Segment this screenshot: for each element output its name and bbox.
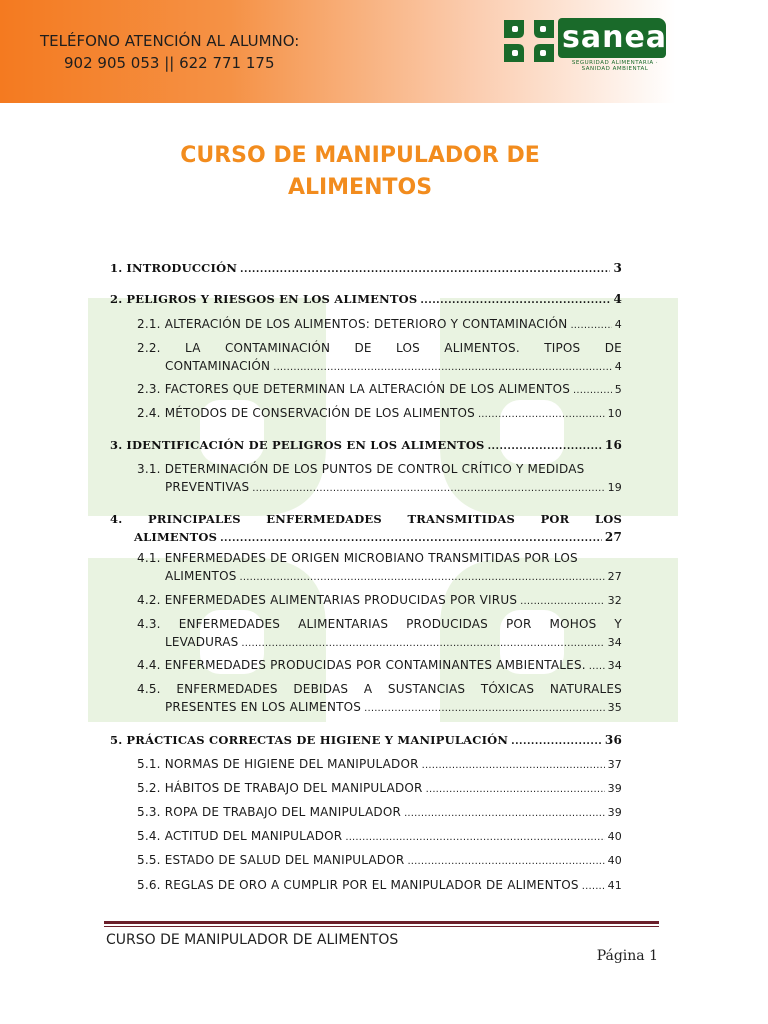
- toc-page: 39: [607, 782, 622, 795]
- toc-word: ALIMENTOS.: [444, 341, 520, 355]
- toc-leader: [241, 633, 604, 653]
- toc-leader: [240, 567, 605, 587]
- toc-title: REGLAS DE ORO A CUMPLIR POR EL MANIPULADOR DE ALIMENTOS: [164, 878, 579, 892]
- toc-word: TIPOS: [544, 341, 581, 355]
- phone-label: TELÉFONO ATENCIÓN AL ALUMNO:: [40, 32, 300, 50]
- toc-word: POR: [505, 617, 532, 631]
- toc-leader: [252, 478, 604, 498]
- toc-number: 5.2.: [137, 781, 161, 795]
- toc-leader: [582, 876, 605, 896]
- toc-entry-peligros[interactable]: [110, 290, 622, 308]
- toc-entry-enfermedades[interactable]: [110, 510, 622, 546]
- toc-title: MÉTODOS DE CONSERVACIÓN DE LOS ALIMENTOS: [164, 406, 475, 420]
- toc-number: 1.: [110, 261, 123, 275]
- toc-word: DE: [354, 341, 372, 355]
- toc-title: LEVADURAS: [165, 635, 239, 649]
- title-line-1: CURSO DE MANIPULADOR DE: [180, 143, 540, 168]
- toc-number: 4.: [110, 512, 123, 526]
- toc-leader: [426, 779, 605, 799]
- toc-leader: [407, 851, 604, 871]
- toc-number: 5.: [110, 733, 123, 747]
- phone-contact: [40, 30, 299, 74]
- toc-word: SUSTANCIAS: [387, 682, 466, 696]
- toc-number: 5.1.: [137, 757, 161, 771]
- toc-title: ALIMENTOS: [165, 569, 237, 583]
- toc-number: 5.6.: [137, 878, 161, 892]
- toc-word: PRODUCIDAS: [406, 617, 488, 631]
- toc-number: 2.1.: [137, 317, 161, 331]
- toc-page: 10: [607, 407, 622, 420]
- toc-page: 35: [607, 701, 622, 714]
- toc-leader: [364, 698, 604, 718]
- toc-entry-introduccion[interactable]: [110, 259, 622, 277]
- toc-entry-5-6[interactable]: [137, 876, 622, 894]
- toc-page: 4: [614, 318, 622, 331]
- toc-page: 41: [607, 879, 622, 892]
- toc-justified-line: [137, 615, 622, 633]
- header-band: [0, 0, 768, 103]
- toc-title: ALIMENTOS: [134, 530, 218, 544]
- toc-title: ESTADO DE SALUD DEL MANIPULADOR: [164, 853, 405, 867]
- toc-page: 5: [614, 383, 622, 396]
- toc-number: 4.3.: [137, 617, 161, 631]
- logo-tagline: SEGURIDAD ALIMENTARIA · SANIDAD AMBIENTAL: [571, 60, 659, 72]
- toc-leader: [422, 755, 605, 775]
- toc-number: 2.3.: [137, 382, 161, 396]
- toc-title: DETERMINACIÓN DE LOS PUNTOS DE CONTROL CRÍTICO Y MEDIDAS: [164, 462, 585, 476]
- toc-title: ACTITUD DEL MANIPULADOR: [164, 829, 343, 843]
- toc-number: 2.2.: [137, 341, 161, 355]
- toc-page: 37: [607, 758, 622, 771]
- toc-page: 40: [607, 854, 622, 867]
- toc-justified-line: [110, 510, 622, 528]
- footer-title: CURSO DE MANIPULADOR DE ALIMENTOS: [106, 932, 399, 948]
- logo-mark-icon: [500, 16, 558, 66]
- toc-leader: [570, 315, 611, 335]
- toc-leader: [478, 404, 605, 424]
- toc-title: PELIGROS Y RIESGOS EN LOS ALIMENTOS: [126, 292, 418, 306]
- toc-number: 2.: [110, 292, 123, 306]
- toc-number: 2.4.: [137, 406, 161, 420]
- toc-title: FACTORES QUE DETERMINAN LA ALTERACIÓN DE LOS ALIMENTOS: [164, 382, 571, 396]
- toc-entry-5-1[interactable]: [137, 755, 622, 773]
- toc-entry-5-2[interactable]: [137, 779, 622, 797]
- toc-entry-4-2[interactable]: [137, 591, 622, 609]
- toc-number: 4.2.: [137, 593, 161, 607]
- logo-wordmark: sanea: [562, 20, 668, 55]
- toc-number: 5.4.: [137, 829, 161, 843]
- toc-page: 27: [607, 570, 622, 583]
- toc-page: 27: [604, 530, 622, 544]
- toc-title: ENFERMEDADES DE ORIGEN MICROBIANO TRANSMITIDAS POR LOS: [164, 551, 578, 565]
- toc-page: 4: [613, 292, 622, 306]
- toc-title: IDENTIFICACIÓN DE PELIGROS EN LOS ALIMENTOS: [126, 438, 485, 452]
- toc-word: LOS: [396, 341, 420, 355]
- toc-entry-2-3[interactable]: [137, 380, 622, 398]
- toc-word: ENFERMEDADES: [178, 617, 281, 631]
- toc-leader: [520, 591, 604, 611]
- toc-entry-4-5[interactable]: [137, 680, 622, 716]
- toc-page: 16: [604, 438, 622, 452]
- toc-leader: [488, 436, 602, 456]
- toc-leader: [345, 827, 604, 847]
- toc-word: TRANSMITIDAS: [407, 512, 515, 526]
- toc-title: CONTAMINACIÓN: [165, 359, 271, 373]
- toc-word: Y: [614, 617, 622, 631]
- toc-title: HÁBITOS DE TRABAJO DEL MANIPULADOR: [164, 781, 423, 795]
- toc-entry-practicas[interactable]: [110, 731, 622, 749]
- toc-title: PRESENTES EN LOS ALIMENTOS: [165, 700, 362, 714]
- toc-page: 32: [607, 594, 622, 607]
- toc-entry-5-4[interactable]: [137, 827, 622, 845]
- footer-divider-thin: [104, 926, 659, 927]
- toc-title: NORMAS DE HIGIENE DEL MANIPULADOR: [164, 757, 419, 771]
- toc-number: 5.3.: [137, 805, 161, 819]
- toc-entry-3-1[interactable]: [137, 460, 622, 496]
- toc-word: MOHOS: [549, 617, 597, 631]
- toc-justified-line: [137, 680, 622, 698]
- toc-page: 19: [607, 481, 622, 494]
- toc-leader: [240, 259, 610, 279]
- toc-number: 5.5.: [137, 853, 161, 867]
- toc-page: 34: [607, 636, 622, 649]
- toc-entry-4-3[interactable]: [137, 615, 622, 651]
- toc-page: 34: [607, 659, 622, 672]
- toc-word: DEBIDAS: [293, 682, 349, 696]
- toc-page: 39: [607, 806, 622, 819]
- toc-entry-2-1[interactable]: [137, 315, 622, 333]
- toc-entry-2-4[interactable]: [137, 404, 622, 422]
- toc-entry-2-2[interactable]: [137, 339, 622, 375]
- toc-word: CONTAMINACIÓN: [224, 341, 331, 355]
- toc-word: ENFERMEDADES: [176, 682, 278, 696]
- toc-title: ALTERACIÓN DE LOS ALIMENTOS: DETERIORO Y CONTAMINACIÓN: [164, 317, 568, 331]
- toc-word: DE: [604, 341, 622, 355]
- sanea-logo: [500, 16, 668, 74]
- toc-word: A: [363, 682, 373, 696]
- phone-numbers: 902 905 053 || 622 771 175: [64, 54, 275, 72]
- toc-leader: [220, 528, 602, 548]
- toc-word: LOS: [594, 512, 622, 526]
- toc-justified-line: [137, 339, 622, 357]
- toc-page: 40: [607, 830, 622, 843]
- toc-title: PRÁCTICAS CORRECTAS DE HIGIENE Y MANIPULACIÓN: [126, 733, 509, 747]
- toc-word: POR: [540, 512, 570, 526]
- toc-title: ROPA DE TRABAJO DEL MANIPULADOR: [164, 805, 402, 819]
- toc-title: INTRODUCCIÓN: [126, 261, 238, 275]
- toc-leader: [573, 380, 612, 400]
- toc-word: TÓXICAS: [480, 682, 535, 696]
- toc-leader: [273, 357, 612, 377]
- toc-word: LA: [185, 341, 201, 355]
- toc-title: ENFERMEDADES ALIMENTARIAS PRODUCIDAS POR VIRUS: [164, 593, 518, 607]
- footer-divider: [104, 921, 659, 924]
- toc-leader: [404, 803, 605, 823]
- toc-word: PRINCIPALES: [147, 512, 241, 526]
- toc-leader: [589, 656, 605, 676]
- toc-entry-4-1[interactable]: [137, 549, 622, 585]
- toc-page: 3: [613, 261, 622, 275]
- toc-number: 4.4.: [137, 658, 161, 672]
- toc-word: ALIMENTARIAS: [298, 617, 389, 631]
- toc-entry-identificacion[interactable]: [110, 436, 622, 454]
- toc-page: 4: [614, 360, 622, 373]
- document-title: [100, 140, 620, 204]
- toc-entry-4-4[interactable]: [137, 656, 622, 674]
- toc-word: ENFERMEDADES: [266, 512, 382, 526]
- toc-number: 4.1.: [137, 551, 161, 565]
- toc-page: 36: [604, 733, 622, 747]
- toc-word: NATURALES: [549, 682, 622, 696]
- toc-entry-5-5[interactable]: [137, 851, 622, 869]
- page-number: Página 1: [596, 948, 658, 964]
- title-line-2: ALIMENTOS: [287, 175, 433, 200]
- toc-leader: [420, 290, 610, 310]
- toc-number: 4.5.: [137, 682, 161, 696]
- toc-number: 3.1.: [137, 462, 161, 476]
- toc-leader: [511, 731, 602, 751]
- toc-entry-5-3[interactable]: [137, 803, 622, 821]
- toc-number: 3.: [110, 438, 123, 452]
- toc-title: ENFERMEDADES PRODUCIDAS POR CONTAMINANTES AMBIENTALES.: [164, 658, 586, 672]
- toc-title: PREVENTIVAS: [165, 480, 250, 494]
